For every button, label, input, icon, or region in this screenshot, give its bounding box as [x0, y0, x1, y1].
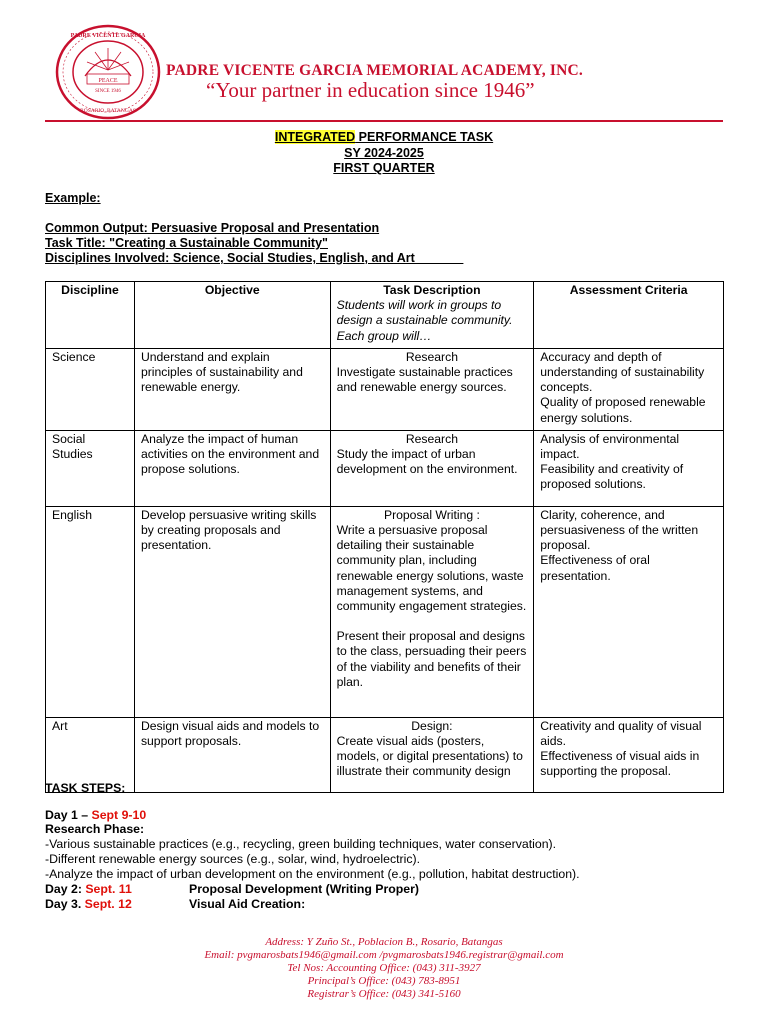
- table-row: [46, 430, 724, 506]
- school-year: SY 2024-2025: [344, 145, 424, 160]
- criteria-item: Effectiveness of oral presentation.: [540, 553, 650, 583]
- row-discipline: English: [46, 506, 135, 717]
- task-heading: Proposal Writing :: [383, 507, 480, 522]
- title-highlight: INTEGRATED: [274, 130, 356, 144]
- research-phase: Research Phase:: [45, 822, 145, 836]
- step-item: -Various sustainable practices (e.g., recycling, green building techniques, water conservation).: [45, 837, 557, 851]
- task-steps-heading: TASK STEPS:: [45, 781, 126, 795]
- title-rest: PERFORMANCE TASK: [355, 130, 494, 144]
- day1-label: Day 1 –: [45, 808, 92, 822]
- task-text: Write a persuasive proposal detailing their sustainable community plan, including renewable energy solutions, waste management systems, and community engagement strategies.: [336, 523, 527, 614]
- day2-label: Day 2:: [45, 882, 86, 896]
- row-criteria: [534, 430, 724, 506]
- row-objective: Design visual aids and models to support proposals.: [134, 717, 330, 792]
- title-line: [0, 130, 768, 146]
- row-criteria: [534, 717, 724, 792]
- svg-text:PADRE VICENTE GARCIA: PADRE VICENTE GARCIA: [70, 33, 146, 39]
- example-label: Example:: [45, 191, 101, 205]
- row-criteria: [534, 348, 724, 430]
- footer-address: Address: Y Zuño St., Poblacion B., Rosario, Batangas: [265, 936, 503, 948]
- day3-label: Day 3.: [45, 897, 85, 911]
- header-objective: Objective: [134, 282, 330, 349]
- task-heading: Research: [405, 349, 458, 364]
- header-assessment-criteria: Assessment Criteria: [534, 282, 724, 349]
- day3-line: [45, 897, 132, 911]
- day2-line: [45, 882, 132, 896]
- task-text: Study the impact of urban development on the environment.: [336, 447, 518, 477]
- day1-line: [45, 808, 146, 822]
- criteria-item: Clarity, coherence, and persuasiveness of the written proposal.: [540, 507, 699, 553]
- day2-date: Sept. 11: [85, 882, 132, 896]
- step-item: -Different renewable energy sources (e.g., solar, wind, hydroelectric).: [45, 852, 421, 866]
- quarter: FIRST QUARTER: [333, 161, 435, 175]
- table-header-row: [46, 282, 724, 349]
- day3-date: Sept. 12: [84, 897, 132, 911]
- footer-contact: [0, 936, 768, 1001]
- row-discipline: Science: [46, 348, 135, 430]
- criteria-item: Feasibility and creativity of proposed solutions.: [540, 462, 684, 492]
- header-task-note: Students will work in groups to design a sustainable community. Each group will…: [336, 298, 513, 343]
- task-text: Investigate sustainable practices and renewable energy sources.: [336, 365, 513, 395]
- row-task: [330, 506, 534, 717]
- footer-principal: Principal’s Office: (043) 783-8951: [307, 975, 461, 987]
- day3-description: Visual Aid Creation:: [189, 897, 306, 911]
- document-title: [0, 130, 768, 177]
- svg-text:ROSARIO, BATANGAS: ROSARIO, BATANGAS: [80, 108, 136, 114]
- common-output: Common Output: Persuasive Proposal and Presentation: [45, 221, 380, 235]
- svg-text:PEACE: PEACE: [98, 78, 118, 84]
- row-objective: Develop persuasive writing skills by creating proposals and presentation.: [134, 506, 330, 717]
- header-task-description-label: Task Description: [383, 283, 481, 297]
- step-item: -Analyze the impact of urban development on the environment (e.g., pollution, habitat destruction).: [45, 867, 580, 881]
- footer-tel: Tel Nos: Accounting Office: (043) 311-3927: [287, 962, 481, 974]
- row-discipline: Social Studies: [46, 430, 135, 506]
- school-name: PADRE VICENTE GARCIA MEMORIAL ACADEMY, INC.: [166, 62, 583, 79]
- footer-email: Email: pvgmarosbats1946@gmail.com /pvgmarosbats1946.registrar@gmail.com: [204, 949, 564, 961]
- school-seal-logo: [55, 24, 161, 120]
- criteria-item: Analysis of environmental impact.: [540, 431, 680, 462]
- row-objective: Understand and explain principles of sustainability and renewable energy.: [134, 348, 330, 430]
- disciplines-involved: Disciplines Involved: Science, Social Studies, English, and Art: [45, 251, 464, 265]
- task-text: Create visual aids (posters, models, or digital presentations) to illustrate their community design: [336, 734, 523, 779]
- criteria-item: Quality of proposed renewable energy solutions.: [540, 395, 706, 425]
- row-objective: Analyze the impact of human activities on the environment and propose solutions.: [134, 430, 330, 506]
- header-discipline: Discipline: [46, 282, 135, 349]
- criteria-item: Creativity and quality of visual aids.: [540, 718, 702, 749]
- task-heading: Design:: [411, 718, 453, 733]
- day1-date: Sept 9-10: [91, 808, 147, 822]
- footer-registrar: Registrar’s Office: (043) 341-5160: [307, 988, 461, 1000]
- task-text: Present their proposal and designs to the class, persuading their peers of the viability and benefits of their plan.: [336, 629, 527, 689]
- task-title: Task Title: "Creating a Sustainable Community": [45, 236, 328, 250]
- row-task: [330, 430, 534, 506]
- header-divider: [45, 120, 723, 122]
- table-row: [46, 506, 724, 717]
- row-task: [330, 348, 534, 430]
- header-task-description: [330, 282, 534, 349]
- table-row: [46, 717, 724, 792]
- row-discipline: Art: [46, 717, 135, 792]
- school-motto: “Your partner in education since 1946”: [206, 78, 535, 102]
- table-row: [46, 348, 724, 430]
- svg-text:SINCE 1946: SINCE 1946: [95, 89, 121, 94]
- criteria-item: Accuracy and depth of understanding of sustainability concepts.: [540, 349, 705, 395]
- row-criteria: [534, 506, 724, 717]
- task-table: [45, 281, 724, 793]
- task-heading: Research: [405, 431, 458, 446]
- day2-description: Proposal Development (Writing Proper): [189, 882, 420, 896]
- row-task: [330, 717, 534, 792]
- criteria-item: Effectiveness of visual aids in supporting the proposal.: [540, 749, 700, 779]
